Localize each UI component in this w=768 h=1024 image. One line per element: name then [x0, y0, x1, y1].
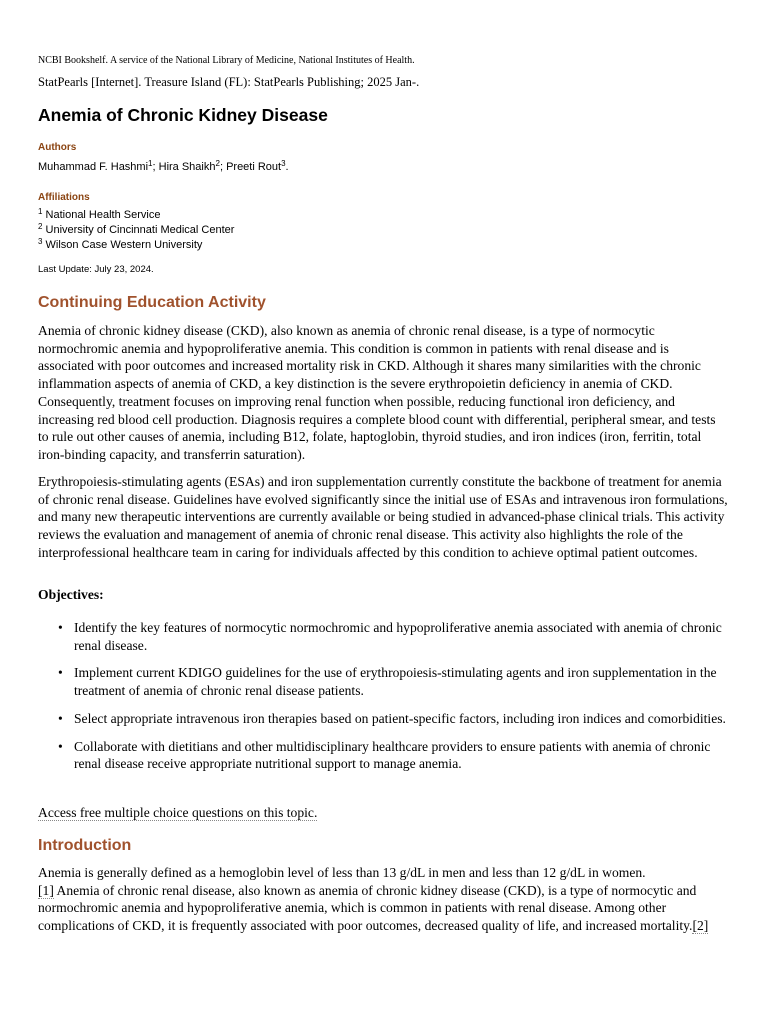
access-questions-paragraph	[38, 804, 317, 822]
paragraph: Erythropoiesis-stimulating agents (ESAs) and iron supplementation currently constitute the backbone of treatment for anemia of chronic renal disease. Guidelines have evolved significantly since the initial use of ESAs and intravenous iron formulations, and many new therapeutic interventions are currently available or being studied in advanced-phase clinical trials. This activity reviews the evaluation and management of anemia of chronic renal disease. This activity also highlights the role of the interprofessional healthcare team in caring for individuals affected by this condition to achieve optimal patient outcomes.	[38, 474, 728, 560]
affiliations-heading: Affiliations	[38, 192, 90, 203]
bullet-icon: •	[58, 710, 63, 726]
bullet-icon: •	[58, 738, 63, 754]
affiliation-name: University of Cincinnati Medical Center	[45, 224, 235, 236]
page-title: Anemia of Chronic Kidney Disease	[38, 105, 328, 125]
author-list	[38, 161, 289, 173]
affiliation-list	[38, 208, 234, 253]
objective-item	[38, 738, 728, 773]
affiliation-number: 1	[38, 207, 43, 216]
affiliation-ref: 2	[215, 159, 220, 168]
affiliation-name: National Health Service	[45, 209, 161, 221]
reference-link[interactable]: [1]	[38, 882, 54, 898]
affiliation-ref: 3	[281, 159, 286, 168]
author-separator: ;	[152, 161, 159, 173]
bullet-icon: •	[58, 620, 63, 635]
affiliation-item	[38, 208, 234, 223]
bookshelf-notice: NCBI Bookshelf. A service of the National Library of Medicine, National Institutes of Health.	[38, 55, 415, 66]
section-heading-introduction: Introduction	[38, 837, 132, 854]
intro-text: Anemia is generally defined as a hemoglobin level of less than 13 g/dL in men and less than 12 g/dL in women.	[38, 865, 646, 880]
bullet-icon: •	[58, 665, 63, 681]
reference-link[interactable]: [2]	[692, 918, 709, 934]
access-questions-link[interactable]: Access free multiple choice questions on this topic.	[38, 805, 318, 820]
affiliation-item	[38, 223, 234, 238]
affiliation-name: Wilson Case Western University	[45, 239, 203, 251]
citation-line: StatPearls [Internet]. Treasure Island (FL): StatPearls Publishing; 2025 Jan-.	[38, 75, 420, 89]
affiliation-item	[38, 238, 234, 253]
objective-item	[38, 619, 728, 654]
objective-item	[38, 664, 728, 699]
affiliation-ref: 1	[148, 159, 153, 168]
objectives-list	[38, 619, 728, 783]
authors-heading: Authors	[38, 142, 77, 153]
author-name[interactable]: Muhammad F. Hashmi	[38, 161, 149, 173]
author-separator: ;	[219, 161, 227, 173]
paragraph: Anemia of chronic kidney disease (CKD), also known as anemia of chronic renal disease, is a type of normocytic normochromic anemia and hypoproliferative anemia. This condition is common in patients with renal disease and is associated with poor outcomes and increased mortality risk in CKD. Although it shares many similarities with the chronic inflammation aspects of anemia of CKD, a key distinction is the severe erythropoietin deficiency in anemia of CKD. Consequently, treatment focuses on improving renal function when possible, reducing functional iron deficiency, and increasing red blood cell production. Diagnosis requires a complete blood count with differential, peripheral smear, and tests to rule out other causes of anemia, including B12, folate, haptoglobin, thyroid studies, and iron indices (iron, ferritin, total iron-binding capacity, and transferrin saturation).	[38, 323, 716, 462]
affiliation-number: 2	[38, 222, 43, 231]
section-heading-continuing-education: Continuing Education Activity	[38, 294, 266, 311]
objective-text: Identify the key features of normocytic normochromic and hypoproliferative anemia associated with anemia of chronic renal disease.	[74, 620, 722, 653]
objective-item	[38, 710, 728, 728]
objectives-label: Objectives:	[38, 587, 104, 602]
intro-text: Anemia of chronic renal disease, also known as anemia of chronic kidney disease (CKD), is a type of normocytic and normochromic anemia and hypoproliferative anemia, which is common in patients with renal disease. Among other complications of CKD, it is frequently associated with poor outcomes, decreased quality of life, and increased mortality.	[38, 882, 697, 934]
affiliation-number: 3	[38, 237, 43, 246]
introduction-paragraph	[38, 864, 728, 935]
objective-text: Select appropriate intravenous iron therapies based on patient-specific factors, including iron indices and comorbidities.	[74, 710, 726, 726]
last-update: Last Update: July 23, 2024.	[38, 264, 154, 275]
author-name[interactable]: Preeti Rout	[226, 161, 282, 173]
author-separator: .	[285, 161, 289, 173]
objective-text: Implement current KDIGO guidelines for the use of erythropoiesis-stimulating agents and iron supplementation in the treatment of anemia of chronic renal disease patients.	[74, 665, 717, 699]
author-name[interactable]: Hira Shaikh	[158, 161, 216, 173]
objective-text: Collaborate with dietitians and other multidisciplinary healthcare providers to ensure patients with anemia of chronic renal disease receive appropriate nutritional support to manage anemia.	[74, 738, 711, 772]
